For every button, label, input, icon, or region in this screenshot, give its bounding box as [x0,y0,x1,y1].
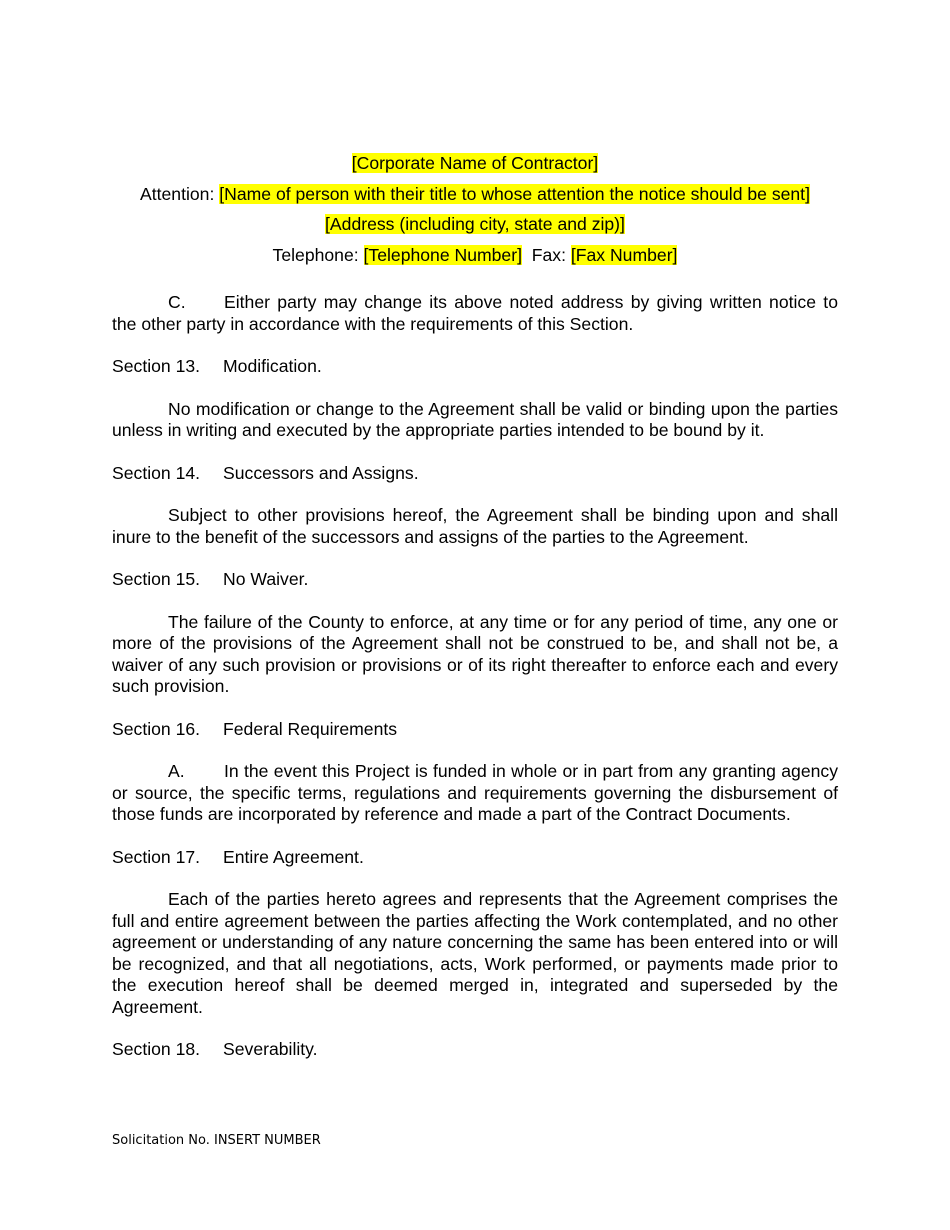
page-footer: Solicitation No. INSERT NUMBER [112,1133,321,1148]
section-16-sub-label: A. [168,761,185,781]
section-number: Section 15. [112,569,201,589]
section-number: Section 13. [112,356,201,376]
attention-placeholder: [Name of person with their title to whose attention the notice should be sent] [219,183,810,204]
section-title: Severability. [223,1039,318,1059]
address-placeholder: [Address (including city, state and zip)] [325,214,625,234]
section-13-text [112,399,838,442]
paragraph-c-text: Either party may change its above noted address by giving written notice to the other party in accordance with the requirements of this Section. [112,292,838,334]
section-number: Section 14. [112,462,201,483]
telephone-label: Telephone: [272,244,359,265]
attention-line [100,184,850,206]
section-body: Subject to other provisions hereof, the Agreement shall be binding upon and shall inure to the benefit of the successors and assigns of the parties to the Agreement. [112,505,838,547]
section-15-heading [112,569,838,591]
section-16-text [112,761,838,826]
phone-fax-line [100,245,850,267]
section-15-text [112,612,838,698]
section-title: Entire Agreement. [223,846,364,867]
section-14-heading [112,463,838,485]
paragraph-c [112,292,838,335]
section-body: Each of the parties hereto agrees and represents that the Agreement comprises the full and entire agreement between the parties affecting the Work contemplated, and no other agreement or understanding of any nature concerning the same has been entered into or will be recognized, and that all negotiations, acts, Work performed, or payments made prior to the execution hereof shall be deemed merged in, integrated and superseded by the Agreement. [112,889,838,1017]
section-18-heading [112,1039,838,1061]
fax-placeholder: [Fax Number] [570,244,678,265]
section-title: Modification. [223,356,322,376]
section-13-heading [112,356,838,378]
corporate-name-placeholder: [Corporate Name of Contractor] [351,153,599,173]
section-number: Section 18. [112,1039,201,1059]
fax-label: Fax: [531,244,566,265]
section-17-heading [112,847,838,869]
section-14-text [112,505,838,548]
paragraph-c-label: C. [168,292,186,312]
section-number: Section 16. [112,718,201,739]
document-body [112,153,838,1082]
section-title: Successors and Assigns. [223,462,419,483]
section-16-heading [112,719,838,741]
section-17-text [112,889,838,1018]
section-title: Federal Requirements [223,718,398,739]
address-line [100,214,850,236]
telephone-placeholder: [Telephone Number] [363,244,522,265]
attention-label: Attention: [140,183,215,204]
section-title: No Waiver. [223,569,309,589]
section-body: No modification or change to the Agreement shall be valid or binding upon the parties unless in writing and executed by the appropriate parties intended to be bound by it. [112,398,838,440]
section-body: In the event this Project is funded in whole or in part from any granting agency or source, the specific terms, regulations and requirements governing the disbursement of those funds are incorporated by reference and made a part of the Contract Documents. [112,761,838,824]
section-body: The failure of the County to enforce, at any time or for any period of time, any one or more of the provisions of the Agreement shall not be construed to be, and shall not be, a waiver of any such provision or provisions or of its right thereafter to enforce each and every such provision. [112,611,838,696]
section-number: Section 17. [112,846,201,867]
corporate-name-line [100,153,850,175]
